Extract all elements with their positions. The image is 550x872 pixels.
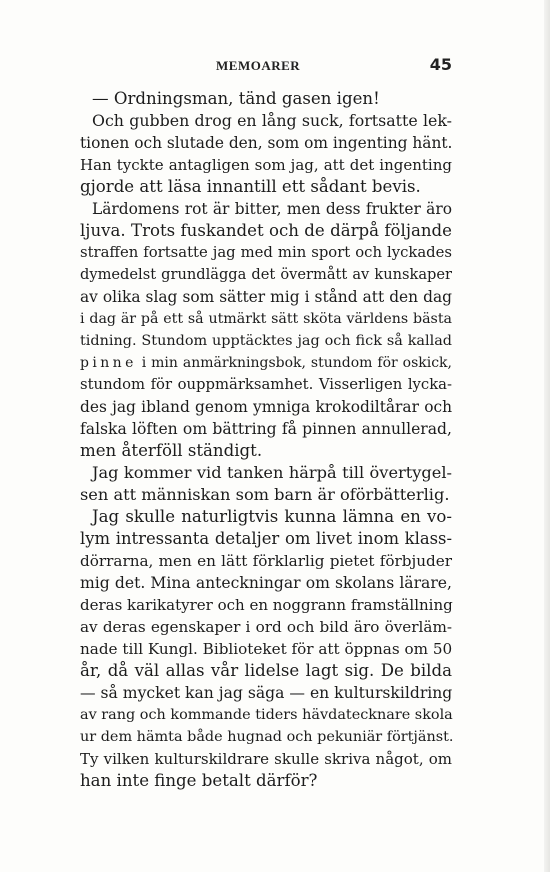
text-line	[80, 352, 452, 374]
text-line: ur dem hämta både hugnad och pekuniär förtjänst.	[80, 729, 454, 745]
text-line: — Ordningsman, tänd gasen igen!	[92, 89, 380, 108]
text-line: nade till Kungl. Biblioteket för att öppnas om 50	[80, 640, 453, 658]
text-line: stundom för ouppmärksamhet. Visserligen lycka-	[80, 376, 452, 393]
text-line: dörrarna, men en lätt förklarlig pietet förbjuder	[80, 552, 452, 570]
text-line: falska löften om bättring få pinnen annullerad,	[80, 420, 452, 438]
running-title: MEMOARER	[216, 58, 301, 73]
text-line: Och gubben drog en lång suck, fortsatte lek-	[92, 111, 452, 130]
text-line: år, då väl allas vår lidelse lagt sig. De bilda	[80, 661, 452, 680]
running-head	[80, 55, 452, 78]
text-line: Han tyckte antagligen som jag, att det ingenting	[80, 156, 452, 174]
text-line: dymedelst grundlägga det övermått av kunskaper	[80, 266, 452, 283]
text-line: Lärdomens rot är bitter, men dess frukter äro	[92, 200, 452, 218]
text-line: sen att människan som barn är oförbätterlig.	[80, 485, 450, 504]
text-line: — så mycket kan jag säga — en kulturskildring	[80, 684, 453, 702]
text-line: i dag är på ett så utmärkt sätt sköta världens bästa	[80, 311, 452, 327]
text-line: tionen och slutade den, som om ingenting hänt.	[80, 134, 453, 152]
text-line: lym intressanta detaljer om livet inom klass-	[80, 529, 452, 548]
text-line: men återföll ständigt.	[80, 441, 263, 460]
text-line: Jag skulle naturligtvis kunna lämna en vo-	[92, 507, 452, 526]
text-line: Ty vilken kulturskildrare skulle skriva något, om	[80, 750, 452, 768]
text-line: gjorde att läsa innantill ett sådant bevis.	[80, 177, 421, 196]
text-line: tidning. Stundom upptäcktes jag och fick så kallad	[80, 333, 452, 349]
spaced-word: pinne	[80, 355, 137, 371]
text-line: ljuva. Trots fuskandet och de därpå följande	[80, 221, 452, 240]
page-edge	[544, 0, 550, 872]
text-line: straffen fortsatte jag med min sport och lyckades	[80, 244, 452, 261]
text-line: av olika slag som sätter mig i stånd att den dag	[80, 288, 452, 306]
text-line: av rang och kommande tiders hävdatecknare skola	[80, 707, 453, 723]
text-line: mig det. Mina anteckningar om skolans lärare,	[80, 574, 452, 592]
text-line: des jag ibland genom ymniga krokodiltårar och	[80, 398, 452, 416]
body-text	[80, 88, 452, 792]
text-line: av deras egenskaper i ord och bild äro överläm-	[80, 618, 452, 636]
page-number: 45	[429, 55, 452, 74]
text-line: han inte finge betalt därför?	[80, 771, 318, 790]
text-line: deras karikatyrer och en noggrann framställning	[80, 596, 453, 614]
text-line: Jag kommer vid tanken härpå till övertygel-	[92, 463, 452, 482]
line-text: i min anmärkningsbok, stundom för oskick,	[136, 355, 452, 371]
